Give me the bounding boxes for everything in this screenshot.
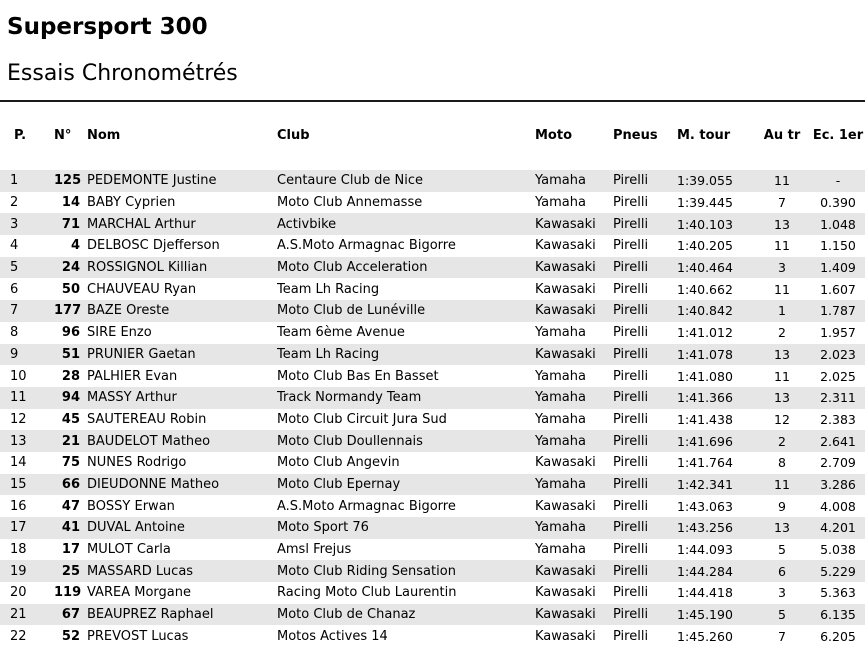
cell-number: 67 <box>61 607 80 623</box>
table-row <box>0 257 865 279</box>
cell-club: Moto Club Annemasse <box>277 195 423 211</box>
cell-tyres: Pirelli <box>613 281 649 297</box>
cell-position: 17 <box>10 520 27 536</box>
cell-tyres: Pirelli <box>613 411 649 427</box>
cell-number: 177 <box>54 303 82 319</box>
cell-best-lap: 1:41.012 <box>677 325 733 341</box>
table-row <box>0 300 865 322</box>
table-row <box>0 213 865 235</box>
cell-gap: 2.641 <box>820 433 856 449</box>
cell-moto: Kawasaki <box>535 628 596 644</box>
table-row <box>0 582 865 604</box>
cell-name: PREVOST Lucas <box>87 628 189 644</box>
cell-number: 24 <box>61 260 80 276</box>
cell-name: BEAUPREZ Raphael <box>87 607 214 623</box>
cell-number: 125 <box>54 173 82 189</box>
cell-tyres: Pirelli <box>613 216 649 232</box>
cell-best-lap: 1:39.055 <box>677 173 733 189</box>
cell-gap: 2.025 <box>820 368 856 384</box>
cell-club: Moto Club Circuit Jura Sud <box>277 411 447 427</box>
cell-gap: 2.023 <box>820 346 856 362</box>
cell-club: Moto Club Doullennais <box>277 433 423 449</box>
cell-best-lap: 1:40.662 <box>677 281 733 297</box>
cell-lap-number: 11 <box>774 173 790 189</box>
cell-number: 96 <box>61 325 80 341</box>
table-row <box>0 539 865 561</box>
cell-position: 10 <box>10 368 27 384</box>
cell-club: Moto Club Bas En Basset <box>277 368 439 384</box>
cell-position: 21 <box>10 607 27 623</box>
cell-number: 71 <box>61 216 80 232</box>
cell-name: BOSSY Erwan <box>87 498 175 514</box>
cell-best-lap: 1:41.080 <box>677 368 733 384</box>
cell-gap: 3.286 <box>820 476 856 492</box>
cell-tyres: Pirelli <box>613 498 649 514</box>
table-row <box>0 344 865 366</box>
cell-club: Moto Club Epernay <box>277 476 401 492</box>
cell-lap-number: 13 <box>774 216 790 232</box>
cell-club: Moto Club de Chanaz <box>277 607 416 623</box>
cell-number: 21 <box>61 433 80 449</box>
column-header-lap-number: Au tr <box>763 127 801 143</box>
table-row <box>0 387 865 409</box>
cell-best-lap: 1:41.078 <box>677 346 733 362</box>
cell-position: 13 <box>10 433 27 449</box>
cell-name: DIEUDONNE Matheo <box>87 476 220 492</box>
cell-gap: 0.390 <box>820 195 856 211</box>
cell-position: 16 <box>10 498 27 514</box>
cell-club: Moto Club Riding Sensation <box>277 563 456 579</box>
cell-tyres: Pirelli <box>613 455 649 471</box>
cell-position: 20 <box>10 585 27 601</box>
cell-name: SIRE Enzo <box>87 325 152 341</box>
cell-lap-number: 8 <box>778 455 786 471</box>
cell-club: Moto Sport 76 <box>277 520 369 536</box>
table-row <box>0 278 865 300</box>
cell-position: 2 <box>10 195 19 211</box>
cell-tyres: Pirelli <box>613 628 649 644</box>
cell-moto: Kawasaki <box>535 281 596 297</box>
cell-moto: Yamaha <box>535 325 586 341</box>
cell-position: 9 <box>10 346 19 362</box>
cell-name: MASSY Arthur <box>87 390 177 406</box>
cell-club: Moto Club Acceleration <box>277 260 428 276</box>
cell-moto: Yamaha <box>535 390 586 406</box>
cell-name: PALHIER Evan <box>87 368 178 384</box>
cell-gap: 5.229 <box>820 563 856 579</box>
cell-tyres: Pirelli <box>613 433 649 449</box>
cell-lap-number: 2 <box>778 433 786 449</box>
cell-position: 15 <box>10 476 27 492</box>
cell-gap: 5.363 <box>820 585 856 601</box>
table-row <box>0 409 865 431</box>
cell-club: Centaure Club de Nice <box>277 173 423 189</box>
table-row <box>0 235 865 257</box>
cell-moto: Yamaha <box>535 411 586 427</box>
cell-position: 14 <box>10 455 27 471</box>
cell-name: MARCHAL Arthur <box>87 216 196 232</box>
cell-name: MULOT Carla <box>87 542 171 558</box>
table-row <box>0 452 865 474</box>
column-header-name: Nom <box>87 127 121 143</box>
cell-moto: Yamaha <box>535 195 586 211</box>
cell-gap: 1.957 <box>820 325 856 341</box>
cell-lap-number: 12 <box>774 411 790 427</box>
cell-moto: Kawasaki <box>535 585 596 601</box>
cell-gap: 2.383 <box>820 411 856 427</box>
cell-tyres: Pirelli <box>613 476 649 492</box>
cell-lap-number: 9 <box>778 498 786 514</box>
table-row <box>0 365 865 387</box>
table-row <box>0 474 865 496</box>
column-header-gap: Ec. 1er <box>812 127 864 143</box>
cell-gap: 6.205 <box>820 628 856 644</box>
cell-gap: 1.787 <box>820 303 856 319</box>
cell-position: 4 <box>10 238 19 254</box>
cell-best-lap: 1:44.418 <box>677 585 733 601</box>
cell-best-lap: 1:41.366 <box>677 390 733 406</box>
cell-best-lap: 1:45.260 <box>677 628 733 644</box>
cell-moto: Kawasaki <box>535 563 596 579</box>
cell-position: 18 <box>10 542 27 558</box>
cell-number: 14 <box>61 195 80 211</box>
column-header-number: N° <box>54 127 72 143</box>
cell-best-lap: 1:40.103 <box>677 216 733 232</box>
cell-gap: 4.201 <box>820 520 856 536</box>
cell-name: DUVAL Antoine <box>87 520 185 536</box>
cell-tyres: Pirelli <box>613 173 649 189</box>
cell-gap: 2.709 <box>820 455 856 471</box>
cell-number: 66 <box>61 476 80 492</box>
header-spacer-row <box>0 146 865 170</box>
column-header-moto: Moto <box>535 127 573 143</box>
cell-position: 5 <box>10 260 19 276</box>
cell-club: Racing Moto Club Laurentin <box>277 585 457 601</box>
cell-number: 94 <box>61 390 80 406</box>
column-header-tyres: Pneus <box>613 127 658 143</box>
cell-best-lap: 1:43.063 <box>677 498 733 514</box>
cell-moto: Kawasaki <box>535 216 596 232</box>
cell-tyres: Pirelli <box>613 195 649 211</box>
cell-gap: 1.048 <box>820 216 856 232</box>
cell-lap-number: 11 <box>774 476 790 492</box>
table-row <box>0 517 865 539</box>
table-row <box>0 560 865 582</box>
cell-moto: Kawasaki <box>535 238 596 254</box>
cell-lap-number: 5 <box>778 607 786 623</box>
cell-best-lap: 1:40.842 <box>677 303 733 319</box>
cell-number: 75 <box>61 455 80 471</box>
cell-moto: Kawasaki <box>535 346 596 362</box>
cell-club: Activbike <box>277 216 337 232</box>
cell-position: 6 <box>10 281 19 297</box>
cell-lap-number: 5 <box>778 542 786 558</box>
cell-lap-number: 7 <box>778 628 786 644</box>
cell-name: PRUNIER Gaetan <box>87 346 196 362</box>
cell-lap-number: 3 <box>778 585 786 601</box>
cell-club: Moto Club Angevin <box>277 455 400 471</box>
cell-best-lap: 1:41.764 <box>677 455 733 471</box>
cell-position: 8 <box>10 325 19 341</box>
table-row <box>0 495 865 517</box>
cell-position: 11 <box>10 390 27 406</box>
column-header-club: Club <box>277 127 310 143</box>
cell-club: Track Normandy Team <box>277 390 422 406</box>
cell-moto: Kawasaki <box>535 260 596 276</box>
cell-name: MASSARD Lucas <box>87 563 194 579</box>
cell-tyres: Pirelli <box>613 390 649 406</box>
cell-lap-number: 13 <box>774 520 790 536</box>
cell-club: Team Lh Racing <box>277 346 380 362</box>
page-subtitle: Essais Chronométrés <box>7 61 238 86</box>
cell-name: BABY Cyprien <box>87 195 176 211</box>
cell-moto: Yamaha <box>535 476 586 492</box>
cell-gap: 2.311 <box>820 390 856 406</box>
page-title: Supersport 300 <box>7 14 208 40</box>
cell-number: 119 <box>54 585 82 601</box>
cell-club: Team Lh Racing <box>277 281 380 297</box>
cell-name: NUNES Rodrigo <box>87 455 187 471</box>
table-row <box>0 192 865 214</box>
cell-lap-number: 13 <box>774 390 790 406</box>
table-row <box>0 430 865 452</box>
cell-number: 47 <box>61 498 80 514</box>
cell-gap: 1.607 <box>820 281 856 297</box>
cell-club: Motos Actives 14 <box>277 628 388 644</box>
cell-gap: 5.038 <box>820 542 856 558</box>
cell-lap-number: 13 <box>774 346 790 362</box>
cell-name: PEDEMONTE Justine <box>87 173 217 189</box>
cell-number: 52 <box>61 628 80 644</box>
cell-lap-number: 11 <box>774 238 790 254</box>
cell-moto: Yamaha <box>535 520 586 536</box>
cell-lap-number: 7 <box>778 195 786 211</box>
cell-club: Moto Club de Lunéville <box>277 303 426 319</box>
cell-name: CHAUVEAU Ryan <box>87 281 197 297</box>
cell-club: A.S.Moto Armagnac Bigorre <box>277 498 456 514</box>
cell-tyres: Pirelli <box>613 238 649 254</box>
cell-tyres: Pirelli <box>613 520 649 536</box>
cell-tyres: Pirelli <box>613 563 649 579</box>
cell-club: Team 6ème Avenue <box>277 325 405 341</box>
cell-lap-number: 11 <box>774 368 790 384</box>
cell-name: BAUDELOT Matheo <box>87 433 211 449</box>
column-header-best-lap: M. tour <box>677 127 731 143</box>
header-divider <box>0 100 865 102</box>
cell-name: BAZE Oreste <box>87 303 170 319</box>
cell-lap-number: 11 <box>774 281 790 297</box>
cell-best-lap: 1:44.093 <box>677 542 733 558</box>
table-row <box>0 322 865 344</box>
cell-best-lap: 1:41.438 <box>677 411 733 427</box>
cell-moto: Kawasaki <box>535 455 596 471</box>
table-header-row <box>0 124 865 146</box>
cell-tyres: Pirelli <box>613 303 649 319</box>
table-row <box>0 170 865 192</box>
cell-tyres: Pirelli <box>613 260 649 276</box>
cell-tyres: Pirelli <box>613 607 649 623</box>
cell-club: A.S.Moto Armagnac Bigorre <box>277 238 456 254</box>
cell-name: ROSSIGNOL Killian <box>87 260 208 276</box>
cell-number: 50 <box>61 281 80 297</box>
cell-lap-number: 3 <box>778 260 786 276</box>
cell-best-lap: 1:39.445 <box>677 195 733 211</box>
cell-best-lap: 1:40.205 <box>677 238 733 254</box>
cell-moto: Yamaha <box>535 368 586 384</box>
cell-number: 28 <box>61 368 80 384</box>
cell-number: 45 <box>61 411 80 427</box>
column-header-position: P. <box>14 127 27 143</box>
cell-name: DELBOSC Djefferson <box>87 238 220 254</box>
cell-tyres: Pirelli <box>613 542 649 558</box>
cell-number: 41 <box>61 520 80 536</box>
cell-position: 22 <box>10 628 27 644</box>
cell-moto: Kawasaki <box>535 607 596 623</box>
cell-gap: - <box>835 173 841 189</box>
cell-name: VAREA Morgane <box>87 585 191 601</box>
cell-tyres: Pirelli <box>613 346 649 362</box>
cell-number: 4 <box>70 238 80 254</box>
cell-number: 17 <box>61 542 80 558</box>
cell-number: 25 <box>61 563 80 579</box>
cell-best-lap: 1:44.284 <box>677 563 733 579</box>
cell-number: 51 <box>61 346 80 362</box>
cell-moto: Yamaha <box>535 433 586 449</box>
results-table <box>0 124 865 647</box>
cell-best-lap: 1:45.190 <box>677 607 733 623</box>
cell-position: 12 <box>10 411 27 427</box>
results-body <box>0 146 865 647</box>
cell-position: 1 <box>10 173 19 189</box>
cell-moto: Kawasaki <box>535 498 596 514</box>
cell-tyres: Pirelli <box>613 585 649 601</box>
cell-name: SAUTEREAU Robin <box>87 411 207 427</box>
table-row <box>0 604 865 626</box>
cell-moto: Kawasaki <box>535 303 596 319</box>
cell-tyres: Pirelli <box>613 325 649 341</box>
cell-lap-number: 1 <box>778 303 786 319</box>
cell-lap-number: 6 <box>778 563 786 579</box>
cell-moto: Yamaha <box>535 173 586 189</box>
cell-best-lap: 1:41.696 <box>677 433 733 449</box>
cell-tyres: Pirelli <box>613 368 649 384</box>
cell-best-lap: 1:40.464 <box>677 260 733 276</box>
cell-position: 7 <box>10 303 19 319</box>
cell-best-lap: 1:43.256 <box>677 520 733 536</box>
table-row <box>0 625 865 647</box>
cell-position: 3 <box>10 216 19 232</box>
cell-gap: 1.409 <box>820 260 856 276</box>
cell-position: 19 <box>10 563 27 579</box>
cell-moto: Yamaha <box>535 542 586 558</box>
cell-club: Amsl Frejus <box>277 542 352 558</box>
cell-gap: 6.135 <box>820 607 856 623</box>
cell-gap: 1.150 <box>820 238 856 254</box>
cell-gap: 4.008 <box>820 498 856 514</box>
cell-lap-number: 2 <box>778 325 786 341</box>
cell-best-lap: 1:42.341 <box>677 476 733 492</box>
